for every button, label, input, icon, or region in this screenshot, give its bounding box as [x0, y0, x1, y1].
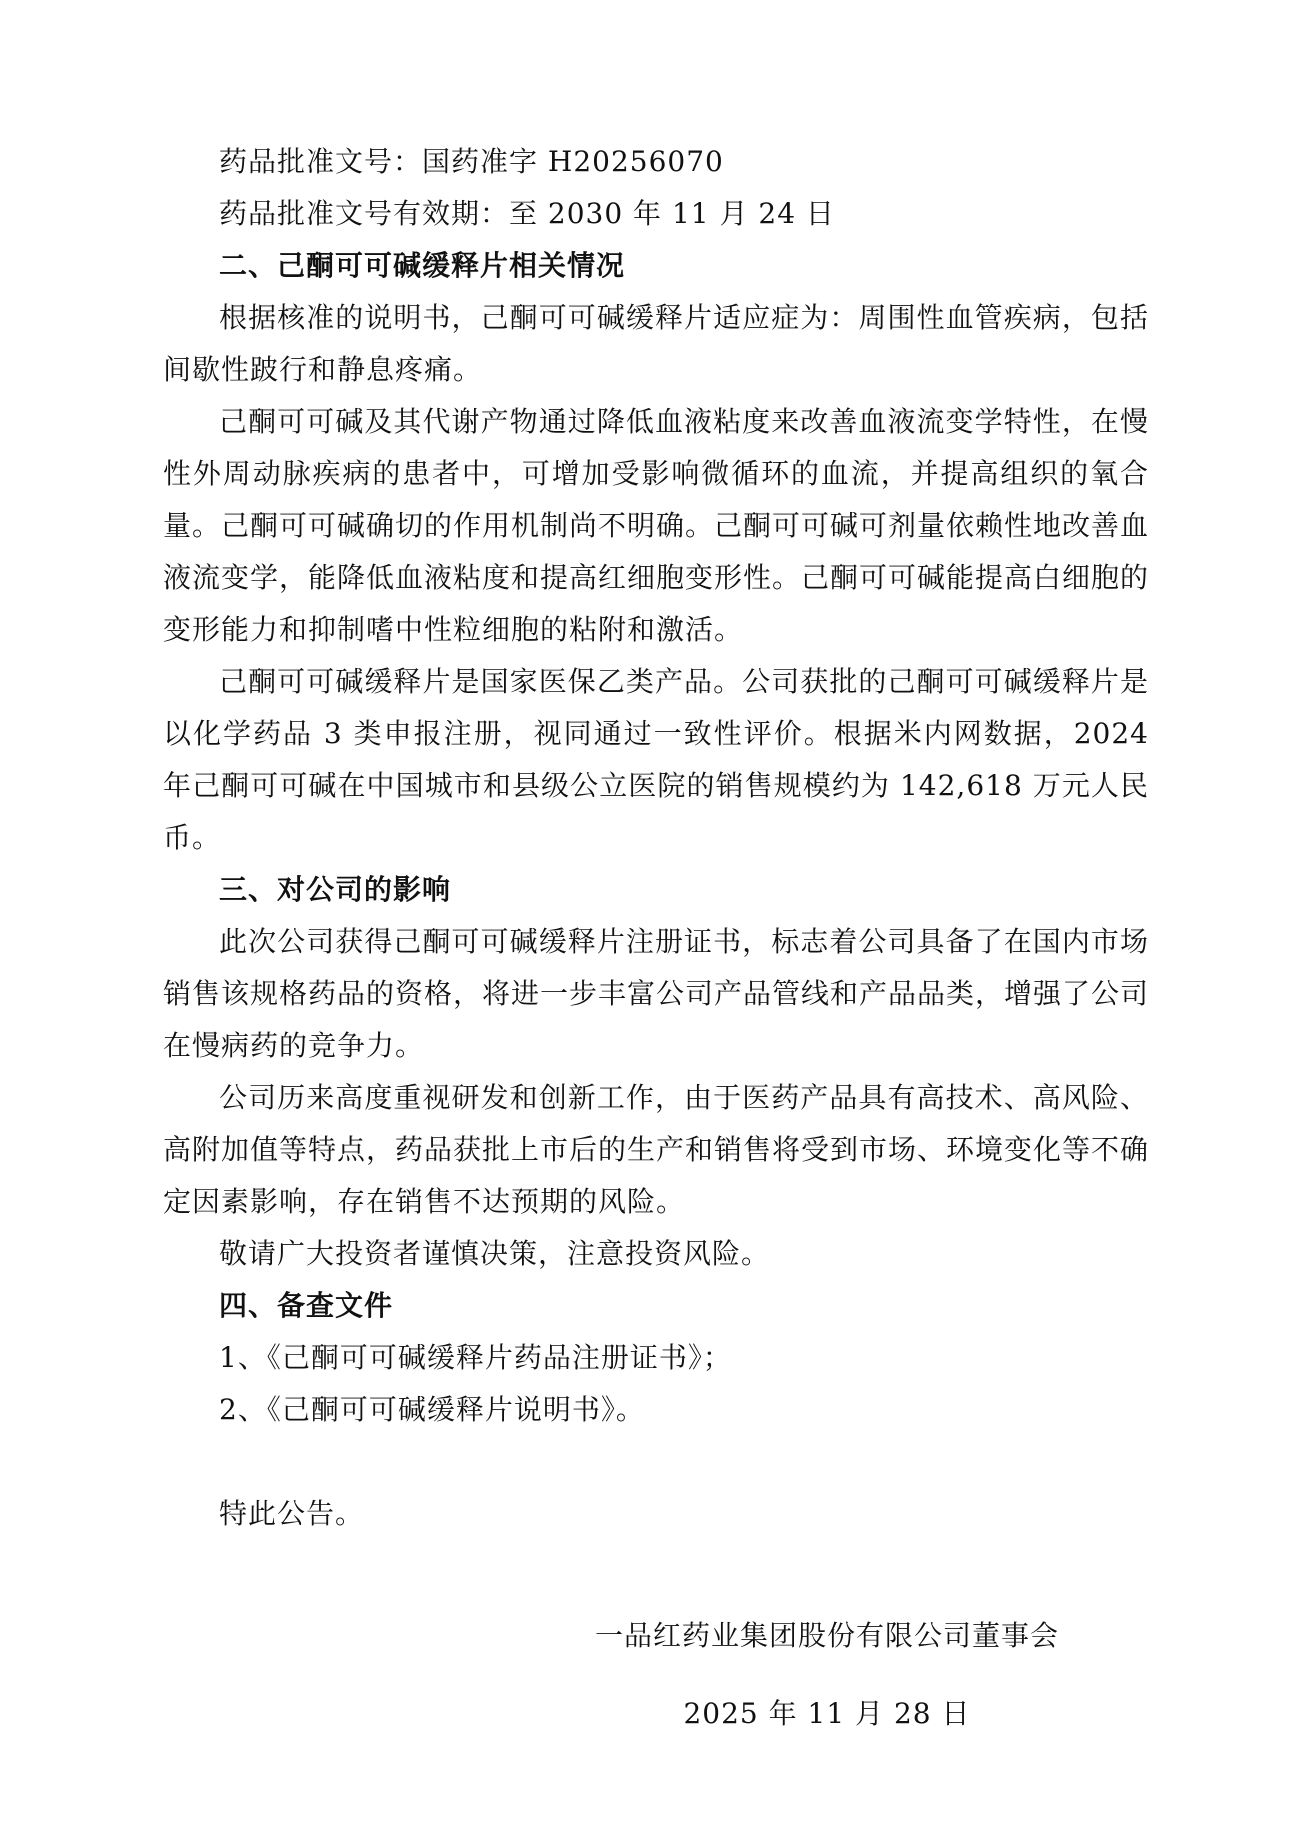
- reference-document-item-2: 2、《己酮可可碱缓释片说明书》。: [219, 1393, 645, 1426]
- paragraph-investor-notice: 敬请广大投资者谨慎决策，注意投资风险。: [219, 1237, 771, 1270]
- drug-approval-validity-line: 药品批准文号有效期：至 2030 年 11 月 24 日: [219, 197, 835, 230]
- closing-statement: 特此公告。: [219, 1497, 365, 1530]
- signature-company: 一品红药业集团股份有限公司董事会: [594, 1619, 1059, 1652]
- paragraph-risk: 公司历来高度重视研发和创新工作，由于医药产品具有高技术、高风险、高附加值等特点，药品获批上市后的生产和销售将受到市场、环境变化等不确定因素影响，存在销售不达预期的风险。: [163, 1081, 1150, 1218]
- section-heading-company-impact: 三、对公司的影响: [219, 873, 452, 906]
- section-heading-reference-documents: 四、备查文件: [219, 1289, 394, 1322]
- reference-document-item-1: 1、《己酮可可碱缓释片药品注册证书》；: [219, 1341, 732, 1374]
- paragraph-impact: 此次公司获得己酮可可碱缓释片注册证书，标志着公司具备了在国内市场销售该规格药品的资格，将进一步丰富公司产品管线和产品品类，增强了公司在慢病药的竞争力。: [163, 925, 1150, 1062]
- drug-approval-number-line: 药品批准文号：国药准字 H20256070: [219, 145, 724, 178]
- paragraph-indication: 根据核准的说明书，己酮可可碱缓释片适应症为：周围性血管疾病，包括间歇性跛行和静息疼痛。: [163, 301, 1149, 386]
- section-heading-product-info: 二、己酮可可碱缓释片相关情况: [219, 249, 626, 282]
- paragraph-mechanism: 己酮可可碱及其代谢产物通过降低血液粘度来改善血液流变学特性，在慢性外周动脉疾病的患者中，可增加受影响微循环的血流，并提高组织的氧合量。己酮可可碱确切的作用机制尚不明确。己酮可可碱可剂量依赖性地改善血液流变学，能降低血液粘度和提高红细胞变形性。己酮可可碱能提高白细胞的变形能力和抑制嗜中性粒细胞的粘附和激活。: [163, 405, 1150, 646]
- signature-date: 2025 年 11 月 28 日: [683, 1697, 971, 1730]
- signature-block: [163, 1610, 1149, 1740]
- paragraph-market-data: 己酮可可碱缓释片是国家医保乙类产品。公司获批的己酮可可碱缓释片是以化学药品 3 类申报注册，视同通过一致性评价。根据米内网数据，2024 年己酮可可碱在中国城市和县级公立医院的销售规模约为 142,618 万元人民币。: [163, 665, 1149, 854]
